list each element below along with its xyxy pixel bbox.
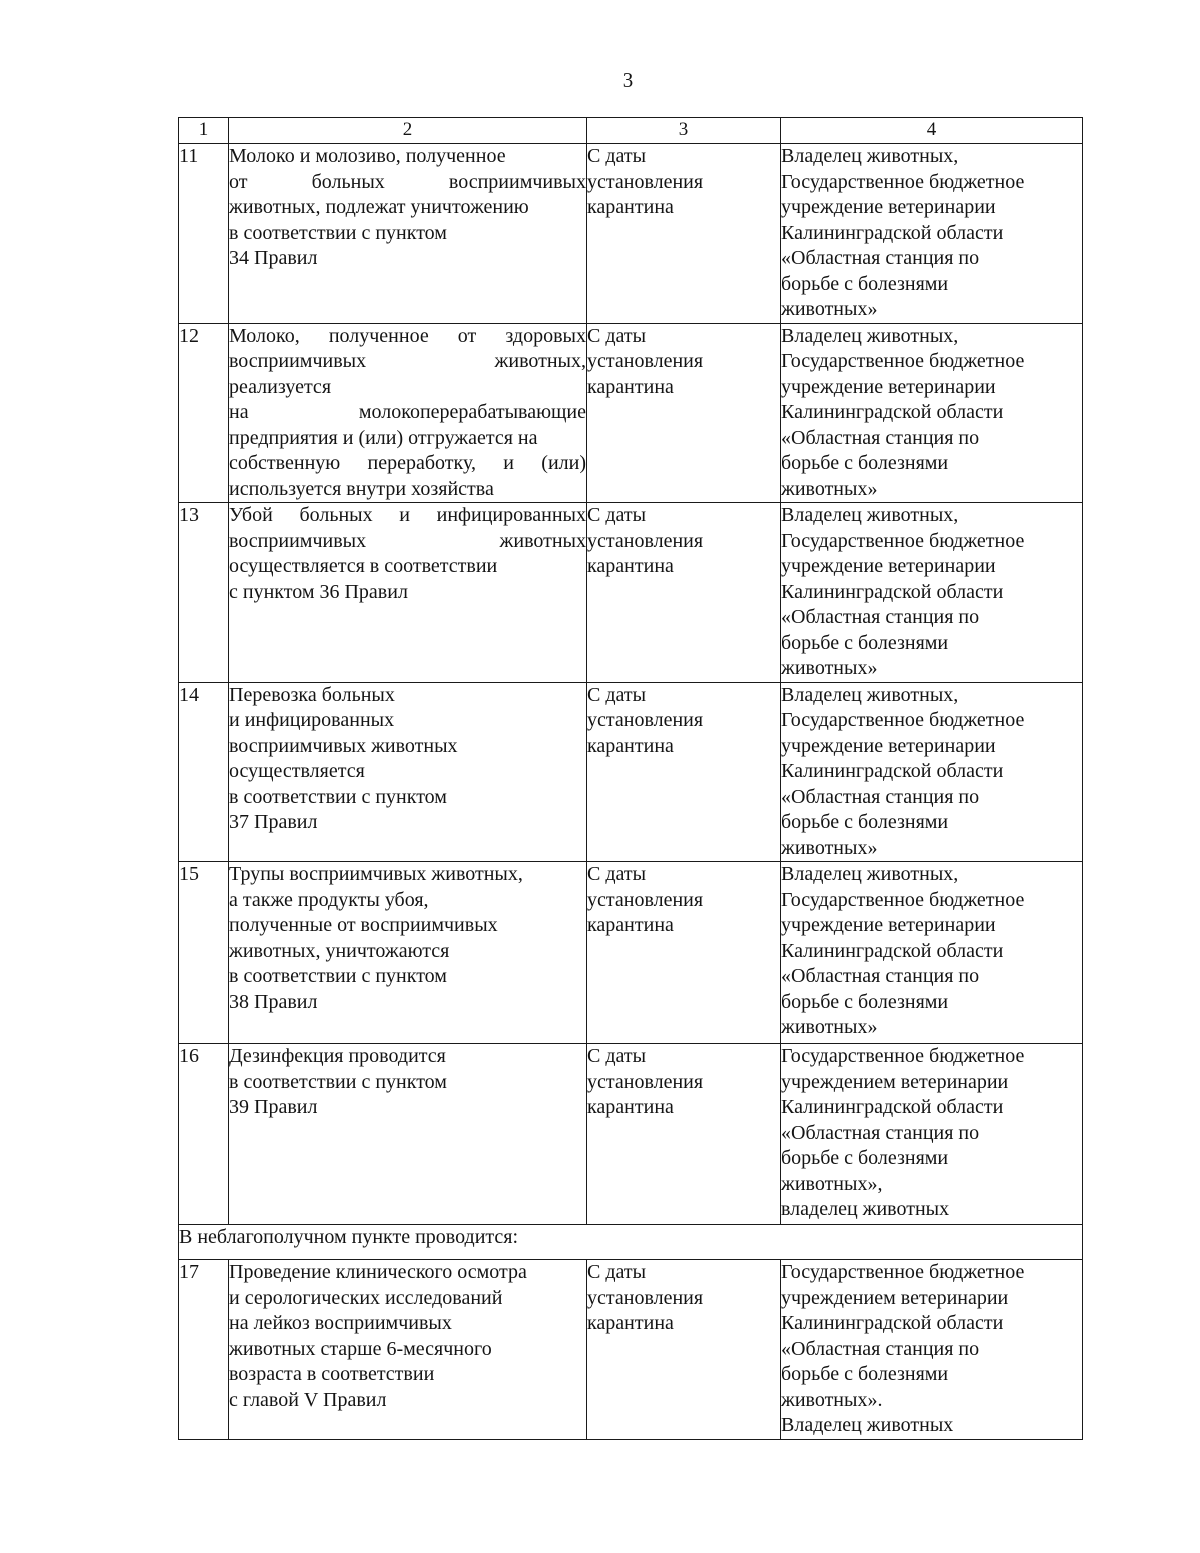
measure-line: восприимчивых животных, [229,350,586,372]
row-number-cell: 16 [179,1044,229,1225]
responsible-line: Владелец животных, [781,504,959,526]
term-line: карантина [587,375,674,398]
term-line: установления [587,1070,704,1093]
row-number-cell: 14 [179,682,229,862]
section-title: В неблагополучном пункте проводится: [179,1225,1083,1260]
term-cell [587,144,781,324]
measure-line: Перевозка больных [229,683,395,706]
measure-line: с главой V Правил [229,1388,387,1411]
responsible-cell [781,1260,1083,1440]
responsible-line: борьбе с болезнями [781,1363,949,1385]
responsible-cell [781,503,1083,683]
measure-line: Дезинфекция проводится [229,1045,446,1067]
responsible-line: Государственное бюджетное [781,170,1025,193]
responsible-line: Государственное бюджетное [781,1261,1025,1283]
responsible-line: Калининградской области [781,221,1004,244]
measure-cell [229,1260,587,1440]
measure-line: возраста в соответствии [229,1363,435,1385]
measure-line: в соответствии с пунктом [229,965,447,987]
term-line: установления [587,1286,704,1309]
measures-table [178,117,1083,1440]
term-line: С даты [587,145,647,167]
measure-line: Трупы восприимчивых животных, [229,863,523,885]
measure-line: животных, уничтожаются [229,939,450,962]
term-line: карантина [587,196,674,218]
measure-line: предприятия и (или) отгружается на [229,426,538,449]
responsible-line: учреждением ветеринарии [781,1286,1009,1309]
term-line: С даты [587,863,647,885]
measure-line: 34 Правил [229,247,318,269]
header-cell-2: 2 [229,118,587,144]
responsible-line: Владелец животных, [781,324,959,347]
responsible-cell [781,1044,1083,1225]
responsible-line: Государственное бюджетное [781,888,1025,911]
responsible-line: учреждение ветеринарии [781,375,996,398]
term-cell [587,323,781,503]
responsible-line: борьбе с болезнями [781,1147,949,1169]
responsible-line: Государственное бюджетное [781,1045,1025,1067]
measure-line: используется внутри хозяйства [229,477,494,500]
measure-cell [229,323,587,503]
measure-cell [229,862,587,1044]
term-line: С даты [587,1261,647,1283]
table-row [179,144,1083,324]
measure-line: собственную переработку, и (или) [229,452,586,474]
responsible-line: Калининградской области [781,1312,1004,1334]
responsible-line: животных» [781,1016,878,1038]
responsible-line: «Областная станция по [781,247,980,269]
term-line: карантина [587,1312,674,1334]
header-cell-3: 3 [587,118,781,144]
responsible-line: Владелец животных, [781,683,959,706]
responsible-line: учреждением ветеринарии [781,1070,1009,1093]
row-number-cell: 13 [179,503,229,683]
responsible-line: животных» [781,477,878,500]
responsible-cell [781,862,1083,1044]
responsible-line: Калининградской области [781,760,1004,782]
responsible-line: животных» [781,657,878,679]
measure-line: полученные от восприимчивых [229,914,498,936]
measure-line: и инфицированных [229,709,395,731]
term-line: С даты [587,504,647,526]
measure-line: на молокоперерабатывающие [229,401,586,423]
header-cell-1: 1 [179,118,229,144]
measure-line: животных старше 6-месячного [229,1337,492,1360]
row-number-cell: 17 [179,1260,229,1440]
term-cell [587,682,781,862]
responsible-line: «Областная станция по [781,965,980,987]
table-row [179,1044,1083,1225]
term-line: установления [587,350,704,372]
measure-line: 38 Правил [229,990,318,1013]
table-row [179,862,1083,1044]
term-line: карантина [587,1096,674,1118]
term-line: С даты [587,683,647,706]
measure-line: Молоко, полученное от здоровых [229,324,586,347]
responsible-line: животных», [781,1172,883,1195]
term-cell [587,1260,781,1440]
measure-cell [229,144,587,324]
term-cell [587,862,781,1044]
row-number-cell: 15 [179,862,229,1044]
responsible-line: животных» [781,836,878,859]
term-line: карантина [587,914,674,936]
responsible-line: животных». [781,1388,883,1411]
responsible-cell [781,144,1083,324]
responsible-line: Калининградской области [781,401,1004,423]
row-number-cell: 11 [179,144,229,324]
responsible-line: борьбе с болезнями [781,990,949,1013]
measure-line: Проведение клинического осмотра [229,1261,527,1283]
responsible-cell [781,682,1083,862]
measure-line: в соответствии с пунктом [229,785,447,808]
responsible-line: Государственное бюджетное [781,709,1025,731]
measure-line: восприимчивых животных [229,529,586,552]
term-line: установления [587,529,704,552]
table-row [179,503,1083,683]
term-line: С даты [587,324,647,347]
measure-cell [229,1044,587,1225]
term-line: установления [587,888,704,911]
term-line: установления [587,709,704,731]
page-number: 3 [622,68,634,92]
measure-line: а также продукты убоя, [229,888,429,911]
measure-line: Молоко и молозиво, полученное [229,145,506,167]
table-row [179,682,1083,862]
responsible-line: Государственное бюджетное [781,529,1025,552]
responsible-line: «Областная станция по [781,426,980,449]
measure-line: восприимчивых животных [229,734,458,757]
row-number-cell: 12 [179,323,229,503]
responsible-line: борьбе с болезнями [781,452,949,474]
table-row [179,1260,1083,1440]
measure-line: в соответствии с пунктом [229,1070,447,1093]
responsible-line: Калининградской области [781,580,1004,603]
term-cell [587,503,781,683]
measure-line: и серологических исследований [229,1286,503,1309]
measure-line: с пунктом 36 Правил [229,580,408,603]
measure-line: от больных восприимчивых [229,170,586,193]
term-line: карантина [587,555,674,577]
responsible-line: «Областная станция по [781,606,980,628]
measure-cell [229,682,587,862]
responsible-line: «Областная станция по [781,1121,980,1144]
measure-line: осуществляется [229,760,365,782]
responsible-line: Калининградской области [781,939,1004,962]
table-header-row [179,118,1083,144]
measure-line: животных, подлежат уничтожению [229,196,529,218]
table-row [179,323,1083,503]
measure-line: Убой больных и инфицированных [229,504,586,526]
responsible-line: «Областная станция по [781,1337,980,1360]
term-line: карантина [587,734,674,757]
responsible-line: Калининградской области [781,1096,1004,1118]
measure-line: на лейкоз восприимчивых [229,1312,452,1334]
responsible-line: борьбе с болезнями [781,272,949,295]
measure-cell [229,503,587,683]
responsible-line: Государственное бюджетное [781,350,1025,372]
responsible-line: борьбе с болезнями [781,811,949,833]
measure-line: в соответствии с пунктом [229,221,447,244]
measure-line: 39 Правил [229,1096,318,1118]
responsible-line: учреждение ветеринарии [781,555,996,577]
responsible-line: владелец животных [781,1198,950,1220]
section-row [179,1225,1083,1260]
measure-line: реализуется [229,375,332,398]
term-line: установления [587,170,704,193]
responsible-line: борьбе с болезнями [781,631,949,654]
responsible-line: Владелец животных [781,1414,954,1436]
term-cell [587,1044,781,1225]
measure-line: 37 Правил [229,811,318,833]
responsible-line: учреждение ветеринарии [781,734,996,757]
term-line: С даты [587,1045,647,1067]
measure-line: осуществляется в соответствии [229,555,498,577]
responsible-line: учреждение ветеринарии [781,914,996,936]
responsible-line: Владелец животных, [781,863,959,885]
header-cell-4: 4 [781,118,1083,144]
responsible-line: Владелец животных, [781,145,959,167]
responsible-line: учреждение ветеринарии [781,196,996,218]
responsible-cell [781,323,1083,503]
responsible-line: животных» [781,298,878,320]
responsible-line: «Областная станция по [781,785,980,808]
